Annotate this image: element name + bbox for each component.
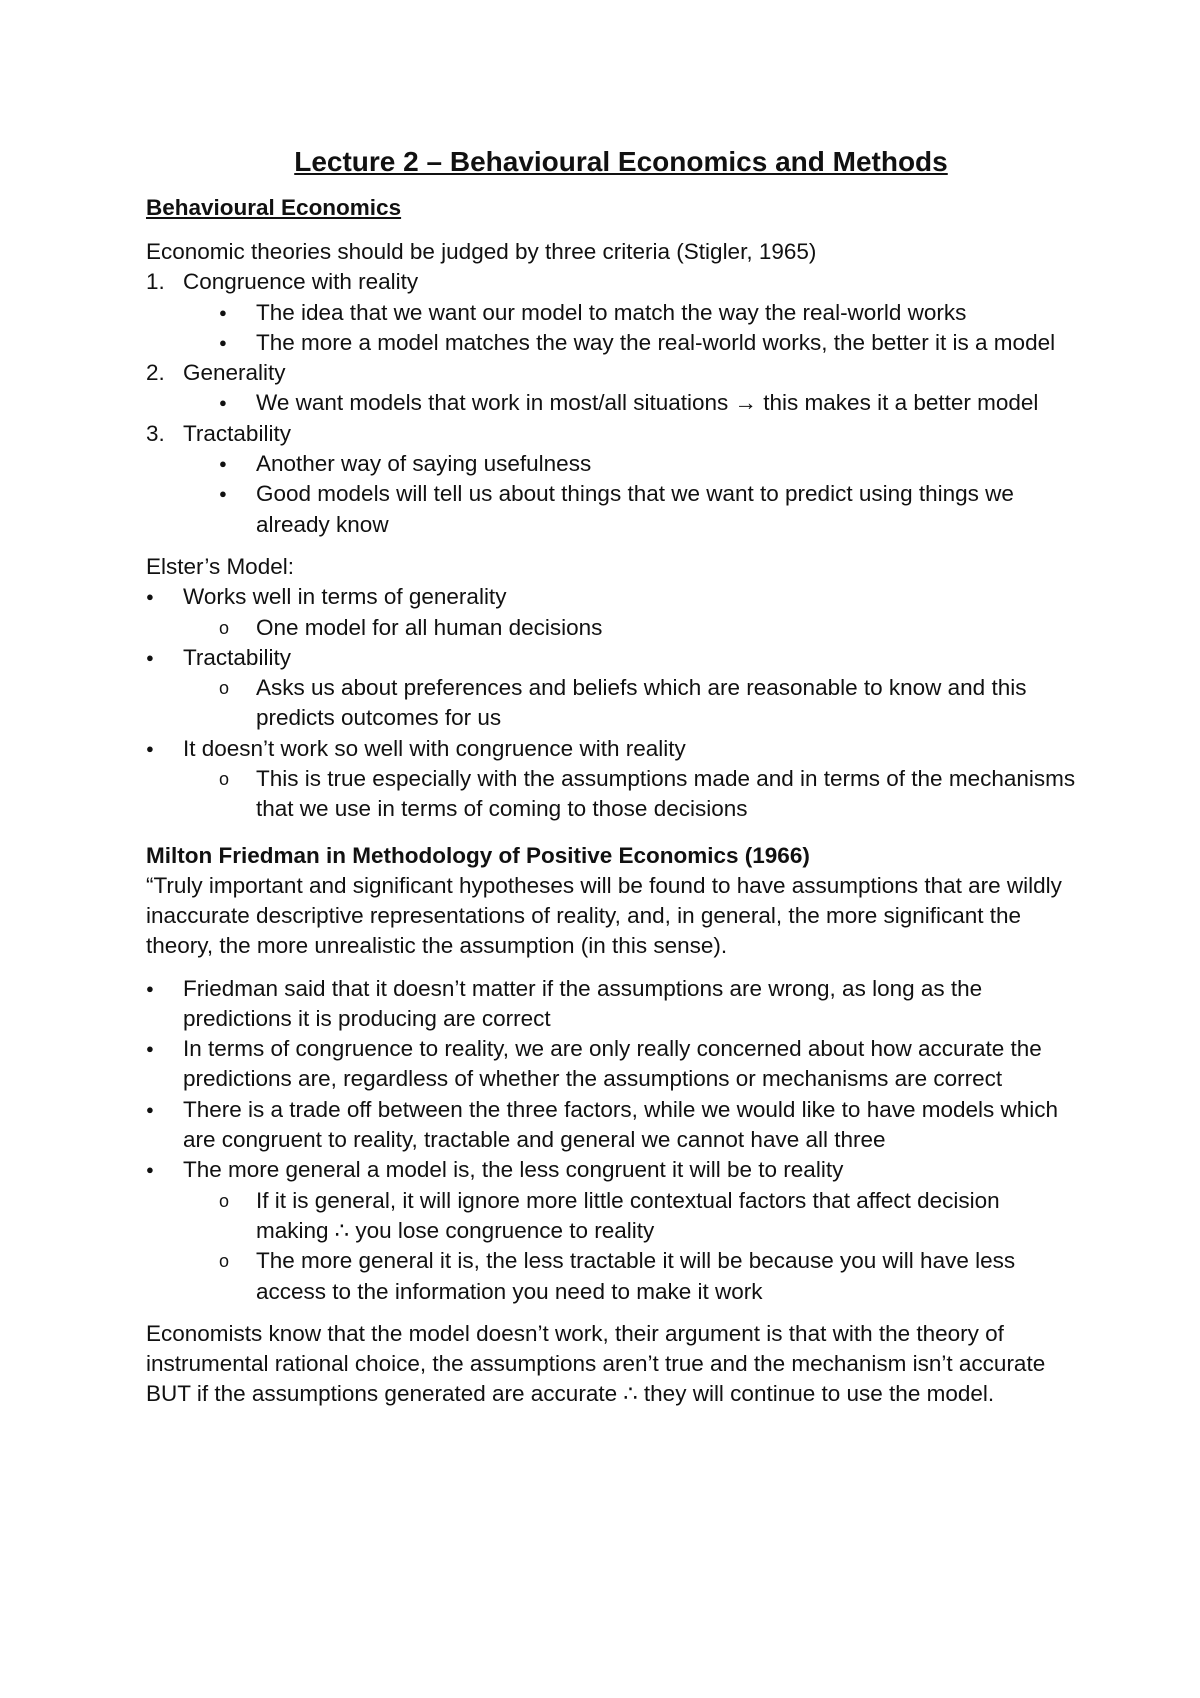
- bullet-circle-icon: o: [219, 1251, 230, 1272]
- criterion-point-text: The more a model matches the way the real-world works, the better it is a model: [256, 329, 1056, 355]
- bullet-dot-icon: ●: [219, 304, 227, 320]
- list-item: [146, 1155, 1076, 1185]
- bullet-dot-icon: ●: [146, 1041, 154, 1057]
- list-item-text: It doesn’t work so well with congruence with reality: [183, 735, 686, 761]
- bullet-dot-icon: ●: [219, 334, 227, 350]
- list-number: 1.: [146, 269, 165, 295]
- criterion-point: [146, 328, 1076, 358]
- conclusion-paragraph: Economists know that the model doesn’t work, their argument is that with the theory of instrumental rational choice, the assumptions aren’t true and the mechanism isn’t accurate BUT if the assumptions generated are accurate ∴ they will continue to use the model.: [146, 1320, 1046, 1407]
- bullet-circle-icon: o: [219, 1190, 230, 1211]
- list-item-text: The more general a model is, the less congruent it will be to reality: [183, 1157, 844, 1183]
- sub-list-item-text: This is true especially with the assumptions made and in terms of the mechanisms that we use in terms of coming to those decisions: [256, 766, 1076, 822]
- bullet-circle-icon: o: [219, 617, 230, 638]
- sub-list-item-text: If it is general, it will ignore more little contextual factors that affect decision making ∴ you lose congruence to reality: [256, 1187, 1000, 1243]
- criterion-item: [146, 267, 1076, 297]
- list-item-text: There is a trade off between the three factors, while we would like to have models which are congruent to reality, tractable and general we cannot have all three: [183, 1096, 1059, 1153]
- bullet-circle-icon: o: [219, 678, 230, 699]
- criterion-label: Tractability: [183, 420, 291, 446]
- criterion-point-text: The idea that we want our model to match the way the real-world works: [256, 299, 967, 325]
- friedman-list: [146, 974, 1076, 1307]
- sub-list-item-text: One model for all human decisions: [256, 614, 603, 640]
- bullet-dot-icon: ●: [219, 395, 227, 411]
- sub-list-item: [146, 673, 1076, 734]
- bullet-circle-icon: o: [219, 769, 230, 790]
- criterion-item: [146, 419, 1076, 449]
- criteria-list: [146, 267, 1076, 540]
- friedman-quote: “Truly important and significant hypotheses will be found to have assumptions that are wildly inaccurate descriptive representations of reality, and, in general, the more significant the theory, the more unrealistic the assumption (in this sense).: [146, 872, 1062, 959]
- criterion-point-text: We want models that work in most/all situations → this makes it a better model: [256, 390, 1039, 416]
- bullet-dot-icon: ●: [146, 740, 154, 756]
- bullet-dot-icon: ●: [146, 980, 154, 996]
- list-item-text: In terms of congruence to reality, we are only really concerned about how accurate the predictions are, regardless of whether the assumptions or mechanisms are correct: [183, 1036, 1042, 1092]
- sub-list-item: [146, 1246, 1076, 1307]
- bullet-dot-icon: ●: [146, 589, 154, 605]
- criterion-label: Congruence with reality: [183, 269, 419, 295]
- criterion-label: Generality: [183, 360, 286, 386]
- criterion-point: [146, 298, 1076, 328]
- list-item: [146, 974, 1076, 1035]
- list-number: 3.: [146, 420, 165, 446]
- criterion-point: [146, 479, 1076, 540]
- criterion-point-text: Another way of saying usefulness: [256, 451, 592, 477]
- page-title: Lecture 2 – Behavioural Economics and Methods: [294, 146, 948, 177]
- elster-list: [146, 582, 1076, 824]
- list-item: [146, 643, 1076, 673]
- sub-list-item: [146, 1186, 1076, 1247]
- bullet-dot-icon: ●: [146, 1162, 154, 1178]
- criterion-point: [146, 449, 1076, 479]
- sub-list-item: [146, 613, 1076, 643]
- sub-list-item: [146, 764, 1076, 825]
- sub-list-item-text: Asks us about preferences and beliefs which are reasonable to know and this predicts outcomes for us: [256, 675, 1027, 731]
- list-item: [146, 1095, 1076, 1156]
- bullet-dot-icon: ●: [146, 649, 154, 665]
- list-item-text: Tractability: [183, 644, 291, 670]
- bullet-dot-icon: ●: [146, 1101, 154, 1117]
- document-body: [146, 145, 1076, 1410]
- list-item: [146, 1034, 1076, 1095]
- section-heading-behavioural-economics: Behavioural Economics: [146, 195, 402, 220]
- sub-list-item-text: The more general it is, the less tractable it will be because you will have less access to the information you need to make it work: [256, 1248, 1016, 1304]
- list-item-text: Works well in terms of generality: [183, 584, 507, 610]
- elster-heading: Elster’s Model:: [146, 553, 294, 579]
- criteria-intro: Economic theories should be judged by three criteria (Stigler, 1965): [146, 239, 817, 264]
- list-item-text: Friedman said that it doesn’t matter if the assumptions are wrong, as long as the predictions it is producing are correct: [183, 975, 983, 1031]
- section-heading-friedman: Milton Friedman in Methodology of Positive Economics (1966): [146, 842, 810, 868]
- criterion-point: [146, 388, 1076, 418]
- criterion-item: [146, 358, 1076, 388]
- list-item: [146, 582, 1076, 612]
- list-item: [146, 734, 1076, 764]
- list-number: 2.: [146, 360, 165, 386]
- criterion-point-text: Good models will tell us about things that we want to predict using things we already know: [256, 481, 1014, 537]
- bullet-dot-icon: ●: [219, 456, 227, 472]
- bullet-dot-icon: ●: [219, 486, 227, 502]
